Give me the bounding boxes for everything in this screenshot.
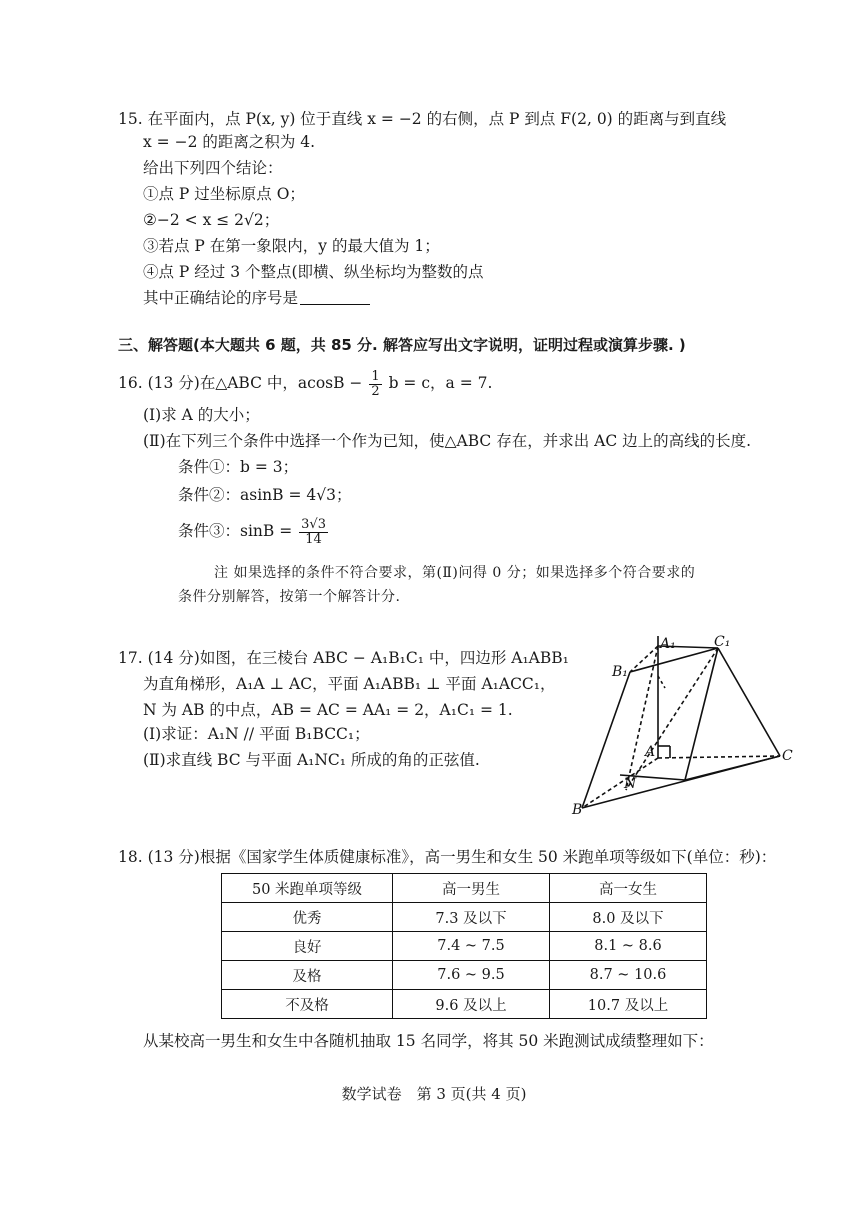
table-row (222, 903, 707, 932)
label-C1: C₁ (714, 634, 731, 650)
q16-frac-den: 2 (371, 383, 380, 399)
q16-post: b = c，a = 7. (388, 374, 493, 392)
q15-line-1: 15. 在平面内，点 P(x, y) 位于直线 x = −2 的右侧，点 P 到点 F(2, 0) 的距离与到直线 (118, 110, 727, 128)
table-header: 高一女生 (550, 874, 707, 903)
table-cell: 不及格 (222, 990, 393, 1019)
q18-line-2: 从某校高一男生和女生中各随机抽取 15 名同学，将其 50 米跑测试成绩整理如下： (143, 1032, 714, 1050)
q16-fraction (369, 370, 381, 399)
q16-condition-2: 条件②：asinB = 4√3； (178, 486, 352, 504)
q15-line-2: x = −2 的距离之积为 4. (143, 133, 316, 151)
table-cell: 7.3 及以下 (393, 903, 550, 932)
table-header: 50 米跑单项等级 (222, 874, 393, 903)
q17-line-2: 为直角梯形，A₁A ⊥ AC，平面 A₁ABB₁ ⊥ 平面 A₁ACC₁， (143, 675, 556, 693)
answer-blank (300, 288, 370, 305)
q18-line-1: 18. (13 分)根据《国家学生体质健康标准》，高一男生和女生 50 米跑单项等级如下(单位：秒)： (118, 848, 777, 866)
q16-pre: 16. (13 分)在△ABC 中，acosB − (118, 374, 363, 392)
q15-conclusion-1: ①点 P 过坐标原点 O； (143, 185, 305, 203)
table-cell: 8.7 ~ 10.6 (550, 961, 707, 990)
label-B: B (572, 802, 583, 818)
q15-ask (143, 287, 370, 309)
q15-conclusion-3: ③若点 P 在第一象限内，y 的最大值为 1； (143, 237, 440, 255)
q16-note-1: 注 如果选择的条件不符合要求，第(Ⅱ)问得 0 分；如果选择多个符合要求的 (214, 565, 696, 581)
q15-intro: 给出下列四个结论： (143, 159, 283, 177)
frustum-figure (570, 628, 800, 818)
label-A: A (645, 744, 656, 760)
q16-condition-1: 条件①：b = 3； (178, 458, 299, 476)
q17-part-1: (Ⅰ)求证：A₁N // 平面 B₁BCC₁； (143, 725, 370, 743)
table-header: 高一男生 (393, 874, 550, 903)
q16-cond3-pre: 条件③：sinB = (178, 522, 293, 540)
q17-part-2: (Ⅱ)求直线 BC 与平面 A₁NC₁ 所成的角的正弦值. (143, 751, 480, 769)
q16-condition-3 (178, 514, 330, 548)
q16-cond3-fraction (299, 518, 328, 547)
table-row (222, 932, 707, 961)
table-cell: 7.6 ~ 9.5 (393, 961, 550, 990)
table-cell: 及格 (222, 961, 393, 990)
q16-cond3-num: 3√3 (301, 516, 326, 532)
table-cell: 9.6 及以上 (393, 990, 550, 1019)
label-N: N (624, 776, 637, 792)
grade-table (221, 873, 707, 1019)
q15-conclusion-2: ②−2 < x ≤ 2√2； (143, 211, 280, 229)
label-A1: A₁ (660, 636, 676, 652)
q17-line-3: N 为 AB 的中点，AB = AC = AA₁ = 2，A₁C₁ = 1. (143, 701, 513, 719)
table-cell: 7.4 ~ 7.5 (393, 932, 550, 961)
table-cell: 8.0 及以下 (550, 903, 707, 932)
table-row (222, 961, 707, 990)
table-cell: 良好 (222, 932, 393, 961)
table-header-row (222, 874, 707, 903)
q15-ask-text: 其中正确结论的序号是 (143, 289, 299, 307)
label-B1: B₁ (612, 664, 628, 680)
table-cell: 优秀 (222, 903, 393, 932)
q16-note-2: 条件分别解答，按第一个解答计分. (178, 589, 401, 605)
q16-frac-num: 1 (371, 368, 380, 384)
q16-cond3-den: 14 (305, 531, 322, 547)
q16-part-1: (Ⅰ)求 A 的大小； (143, 406, 260, 424)
q16-line-1 (118, 366, 492, 400)
table-cell: 10.7 及以上 (550, 990, 707, 1019)
page-footer: 数学试卷 第 3 页(共 4 页) (341, 1085, 527, 1103)
label-C: C (782, 748, 793, 764)
table-row (222, 990, 707, 1019)
table-cell: 8.1 ~ 8.6 (550, 932, 707, 961)
q17-line-1: 17. (14 分)如图，在三棱台 ABC − A₁B₁C₁ 中，四边形 A₁ABB₁ (118, 649, 569, 667)
section-3-heading: 三、解答题(本大题共 6 题，共 85 分. 解答应写出文字说明，证明过程或演算步骤. ) (118, 336, 686, 354)
q15-conclusion-4: ④点 P 经过 3 个整点(即横、纵坐标均为整数的点 (143, 263, 484, 281)
q16-part-2: (Ⅱ)在下列三个条件中选择一个作为已知，使△ABC 存在，并求出 AC 边上的高线的长度. (143, 432, 752, 450)
